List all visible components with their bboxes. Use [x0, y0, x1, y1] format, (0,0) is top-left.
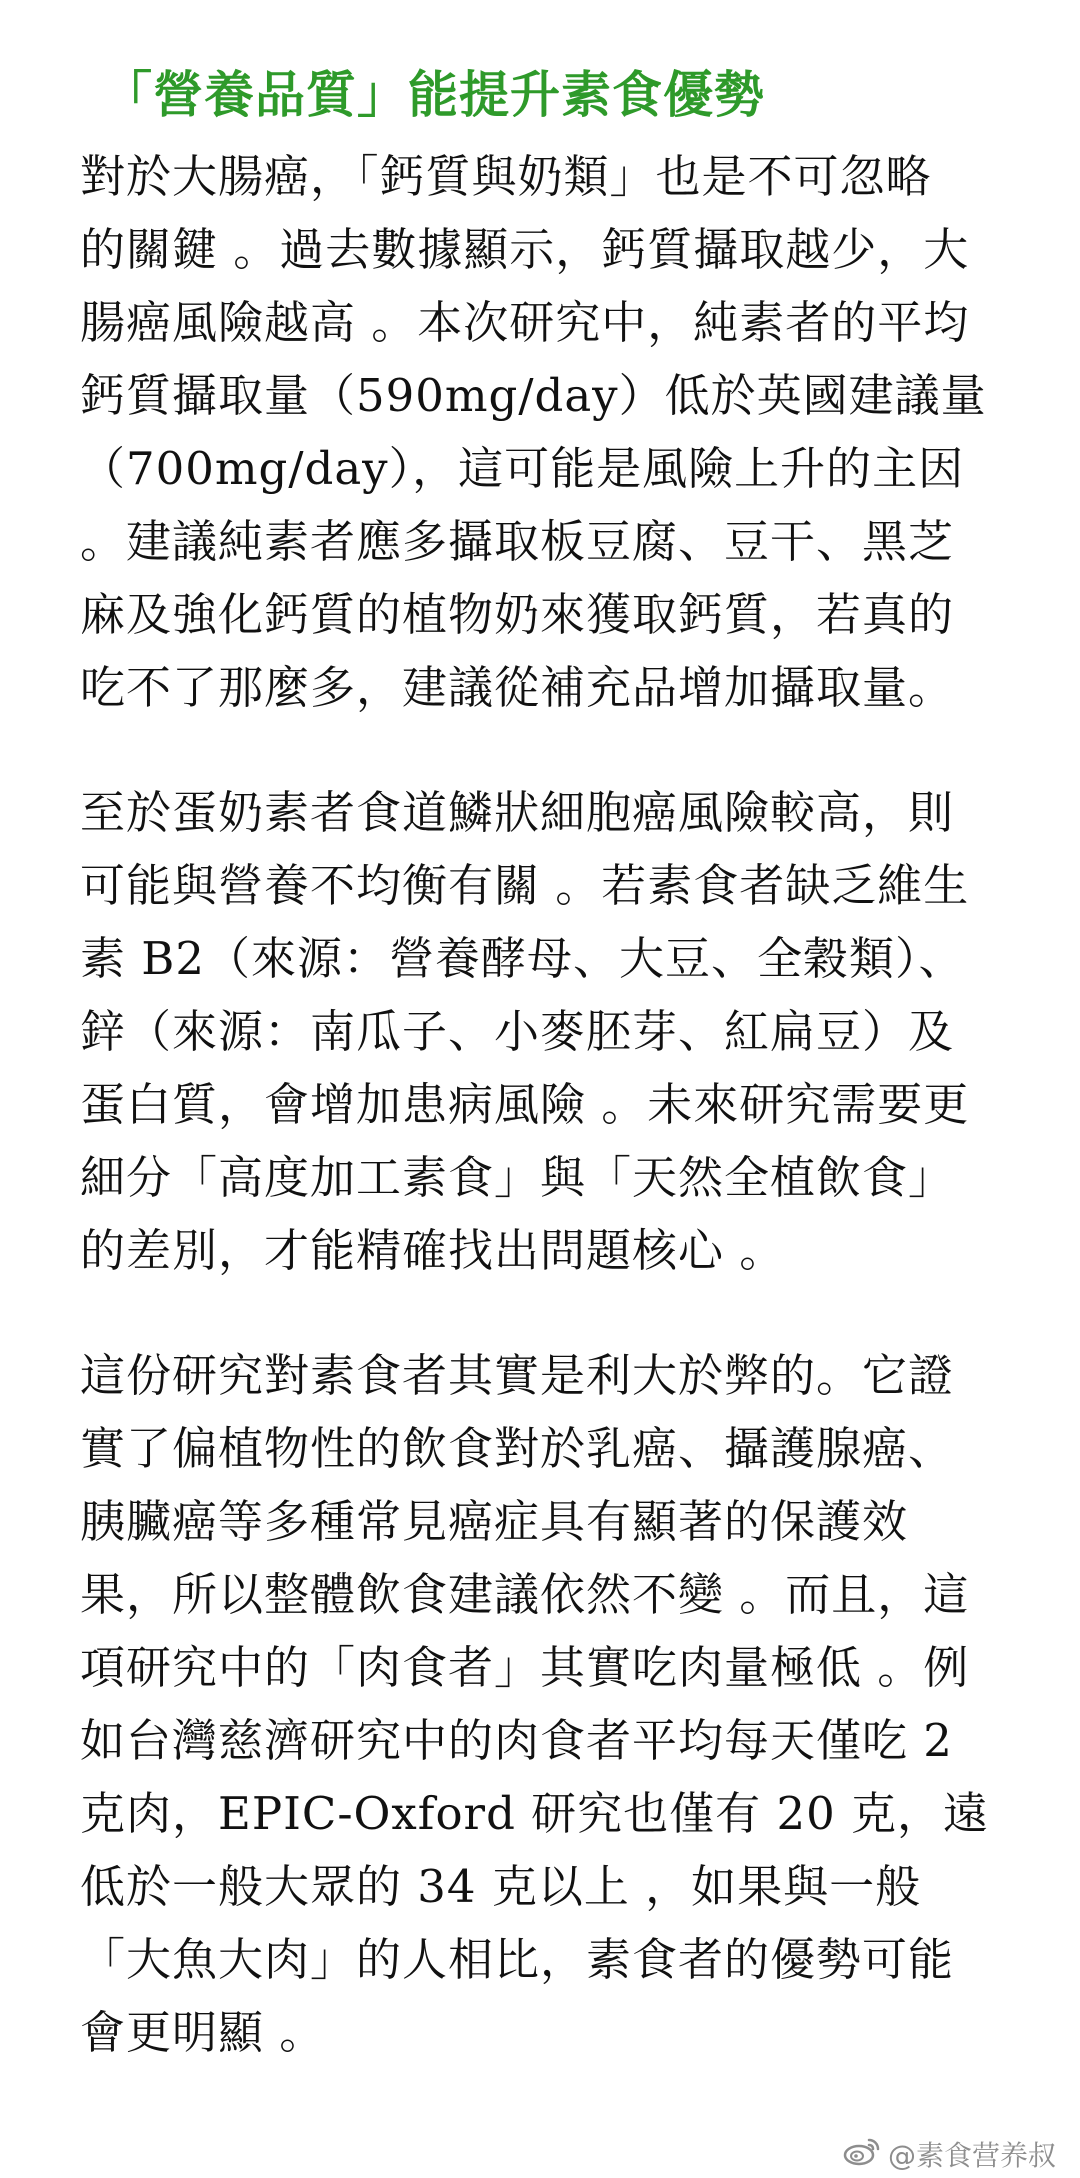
text-line: 克肉，EPIC-Oxford 研究也僅有 20 克，遠: [80, 1787, 990, 1840]
text-line: 對於大腸癌，「鈣質與奶類」也是不可忽略: [80, 150, 932, 203]
text-line: 至於蛋奶素者食道鱗狀細胞癌風險較高，則: [80, 786, 955, 839]
paragraph-calcium: [80, 140, 1040, 724]
text-line: 這份研究對素食者其實是利大於弊的。它證: [80, 1349, 955, 1402]
text-line: 實了偏植物性的飲食對於乳癌、攝護腺癌、: [80, 1422, 955, 1475]
text-line: 項研究中的「肉食者」其實吃肉量極低 。例: [80, 1641, 970, 1694]
paragraph-esophageal: [80, 776, 1040, 1287]
text-line: 麻及強化鈣質的植物奶來獲取鈣質，若真的: [80, 588, 955, 641]
text-line: 的差別，才能精確找出問題核心 。: [80, 1224, 786, 1277]
text-line: （700mg/day），這可能是風險上升的主因: [80, 442, 965, 495]
text-line: 細分「高度加工素食」與「天然全植飲食」: [80, 1151, 955, 1204]
paragraph-conclusion: [80, 1339, 1040, 2069]
text-line: 會更明顯 。: [80, 2006, 326, 2059]
text-line: 低於一般大眾的 34 克以上 ，如果與一般: [80, 1860, 922, 1913]
weibo-icon: [842, 2135, 882, 2174]
text-line: 胰臟癌等多種常見癌症具有顯著的保護效: [80, 1495, 909, 1548]
text-line: 素 B2（來源：營養酵母、大豆、全穀類）、: [80, 932, 965, 985]
text-line: 。建議純素者應多攝取板豆腐、豆干、黑芝: [80, 515, 955, 568]
text-line: 可能與營養不均衡有關 。若素食者缺乏維生: [80, 859, 970, 912]
text-line: 鈣質攝取量（590mg/day）低於英國建議量: [80, 369, 987, 422]
text-line: 的關鍵 。過去數據顯示，鈣質攝取越少，大: [80, 223, 970, 276]
text-line: 吃不了那麼多，建議從補充品增加攝取量。: [80, 661, 955, 714]
section-heading: 「營養品質」能提升素食優勢: [102, 66, 765, 124]
text-line: 鋅（來源：南瓜子、小麥胚芽、紅扁豆）及: [80, 1005, 955, 1058]
text-line: 腸癌風險越高 。本次研究中，純素者的平均: [80, 296, 970, 349]
text-line: 蛋白質，會增加患病風險 。未來研究需要更: [80, 1078, 970, 1131]
article: [80, 58, 1040, 2069]
watermark: [842, 2134, 1056, 2174]
watermark-handle: @素食营养叔: [887, 2139, 1056, 2172]
text-line: 如台灣慈濟研究中的肉食者平均每天僅吃 2: [80, 1714, 953, 1767]
text-line: 果，所以整體飲食建議依然不變 。而且，這: [80, 1568, 970, 1621]
text-line: 「大魚大肉」的人相比，素食者的優勢可能: [80, 1933, 955, 1986]
